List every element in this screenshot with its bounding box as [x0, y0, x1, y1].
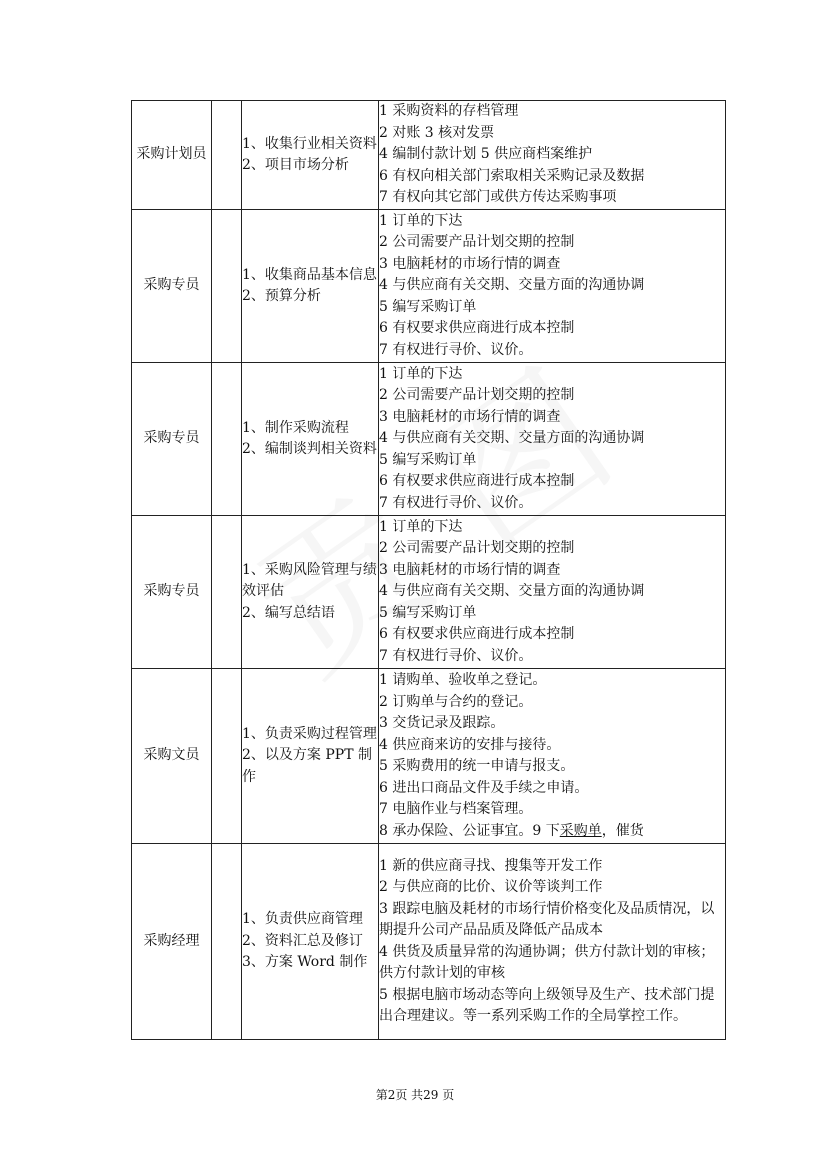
work-item: 2、编制谈判相关资料 [242, 441, 377, 457]
work-item: 1、制作采购流程 [242, 419, 349, 436]
work-cell [242, 363, 379, 516]
table-row [132, 844, 726, 1040]
duty-item: 3 跟踪电脑及耗材的市场行情价格变化及品质情况，以期提升公司产品品质及降低产品成本 [379, 900, 715, 938]
duty-item: 6 有权要求供应商进行成本控制 [379, 320, 575, 337]
duty-item: 7 有权进行寻价、议价。 [379, 494, 533, 511]
work-item: 1、采购风险管理与绩效评估 [242, 561, 377, 600]
duty-item: 1 请购单、验收单之登记。 [379, 672, 547, 688]
duty-item: 8 承办保险、公证事宜。9 下采购单，催货 [379, 822, 644, 839]
duty-item: 3 交货记录及跟踪。 [379, 715, 505, 731]
role-cell: 采购文员 [132, 669, 212, 844]
duty-item: 4 与供应商有关交期、交量方面的沟通协调 [379, 430, 645, 447]
duty-item: 1 订单的下达 [379, 365, 463, 382]
duty-item: 1 采购资料的存档管理 [379, 103, 519, 120]
duty-item: 2 公司需要产品计划交期的控制 [379, 540, 575, 557]
role-cell: 采购专员 [132, 210, 212, 363]
duty-item: 4 供应商来访的安排与接待。 [379, 736, 561, 753]
role-cell: 采购专员 [132, 516, 212, 669]
duty-item: 3 电脑耗材的市场行情的调查 [379, 561, 561, 578]
duty-item: 4 与供应商有关交期、交量方面的沟通协调 [379, 277, 645, 294]
duty-item: 6 进出口商品文件及手续之申请。 [379, 779, 589, 796]
work-item: 1、收集商品基本信息 [242, 266, 377, 283]
work-item: 2、预算分析 [242, 288, 321, 304]
work-cell [242, 669, 379, 844]
duty-item: 3 电脑耗材的市场行情的调查 [379, 255, 561, 272]
duty-cell [379, 844, 726, 1040]
role-cell: 采购经理 [132, 844, 212, 1040]
duty-item: 7 有权向其它部门或供方传达采购事项 [379, 189, 617, 206]
duty-cell [379, 101, 726, 210]
duty-item: 5 采购费用的统一申请与报支。 [379, 758, 575, 774]
duty-item: 5 根据电脑市场动态等向上级领导及生产、技术部门提出合理建议。等一系列采购工作的全局掌控工作。 [379, 986, 715, 1024]
role-cell: 采购计划员 [132, 101, 212, 210]
duty-item: 4 供货及质量异常的沟通协调；供方付款计划的审核；供方付款计划的审核 [379, 943, 715, 981]
duty-item: 7 有权进行寻价、议价。 [379, 341, 533, 358]
duty-item: 4 与供应商有关交期、交量方面的沟通协调 [379, 583, 645, 600]
duty-item: 5 编写采购订单 [379, 298, 477, 315]
blank-cell [212, 516, 242, 669]
duty-item: 2 与供应商的比价、议价等谈判工作 [379, 879, 603, 895]
duty-item: 6 有权要求供应商进行成本控制 [379, 473, 575, 490]
duty-item: 6 有权向相关部门索取相关采购记录及数据 [379, 167, 645, 184]
table-row [132, 669, 726, 844]
table-row [132, 101, 726, 210]
duty-item: 2 订购单与合约的登记。 [379, 693, 533, 710]
table-row [132, 210, 726, 363]
duty-item: 7 有权进行寻价、议价。 [379, 647, 533, 664]
duty-item: 5 编写采购订单 [379, 451, 477, 468]
duty-item: 2 公司需要产品计划交期的控制 [379, 387, 575, 404]
work-item: 1、收集行业相关资料 [242, 135, 377, 152]
work-item: 2、编写总结语 [242, 604, 335, 621]
work-cell [242, 844, 379, 1040]
table-row [132, 363, 726, 516]
duty-item: 4 编制付款计划 5 供应商档案维护 [379, 146, 593, 163]
duty-item: 2 对账 3 核对发票 [379, 124, 495, 141]
duty-cell [379, 669, 726, 844]
blank-cell [212, 363, 242, 516]
duty-item: 3 电脑耗材的市场行情的调查 [379, 408, 561, 425]
duty-item: 6 有权要求供应商进行成本控制 [379, 626, 575, 643]
work-cell [242, 210, 379, 363]
blank-cell [212, 210, 242, 363]
work-cell [242, 516, 379, 669]
table-row [132, 516, 726, 669]
page-footer: 第2页 共29 页 [375, 1088, 455, 1102]
work-item: 1、负责采购过程管理 [242, 725, 377, 742]
duty-item: 1 订单的下达 [379, 212, 463, 229]
work-item: 2、资料汇总及修订 [242, 932, 363, 949]
work-cell [242, 101, 379, 210]
duty-item: 1 新的供应商寻找、搜集等开发工作 [379, 857, 603, 874]
duty-item: 1 订单的下达 [379, 518, 463, 535]
duty-item: 7 电脑作业与档案管理。 [379, 801, 533, 817]
duty-cell [379, 363, 726, 516]
work-item: 3、方案 Word 制作 [242, 954, 368, 971]
blank-cell [212, 844, 242, 1040]
duty-item: 5 编写采购订单 [379, 604, 477, 621]
duty-item: 2 公司需要产品计划交期的控制 [379, 234, 575, 251]
work-item: 2、以及方案 PPT 制作 [242, 747, 372, 785]
work-item: 1、负责供应商管理 [242, 911, 363, 928]
work-item: 2、项目市场分析 [242, 157, 349, 173]
purchase-order-underlined: 采购单 [559, 822, 602, 839]
blank-cell [212, 101, 242, 210]
job-duties-table [131, 100, 726, 1040]
role-cell: 采购专员 [132, 363, 212, 516]
blank-cell [212, 669, 242, 844]
duty-cell [379, 210, 726, 363]
duty-cell [379, 516, 726, 669]
